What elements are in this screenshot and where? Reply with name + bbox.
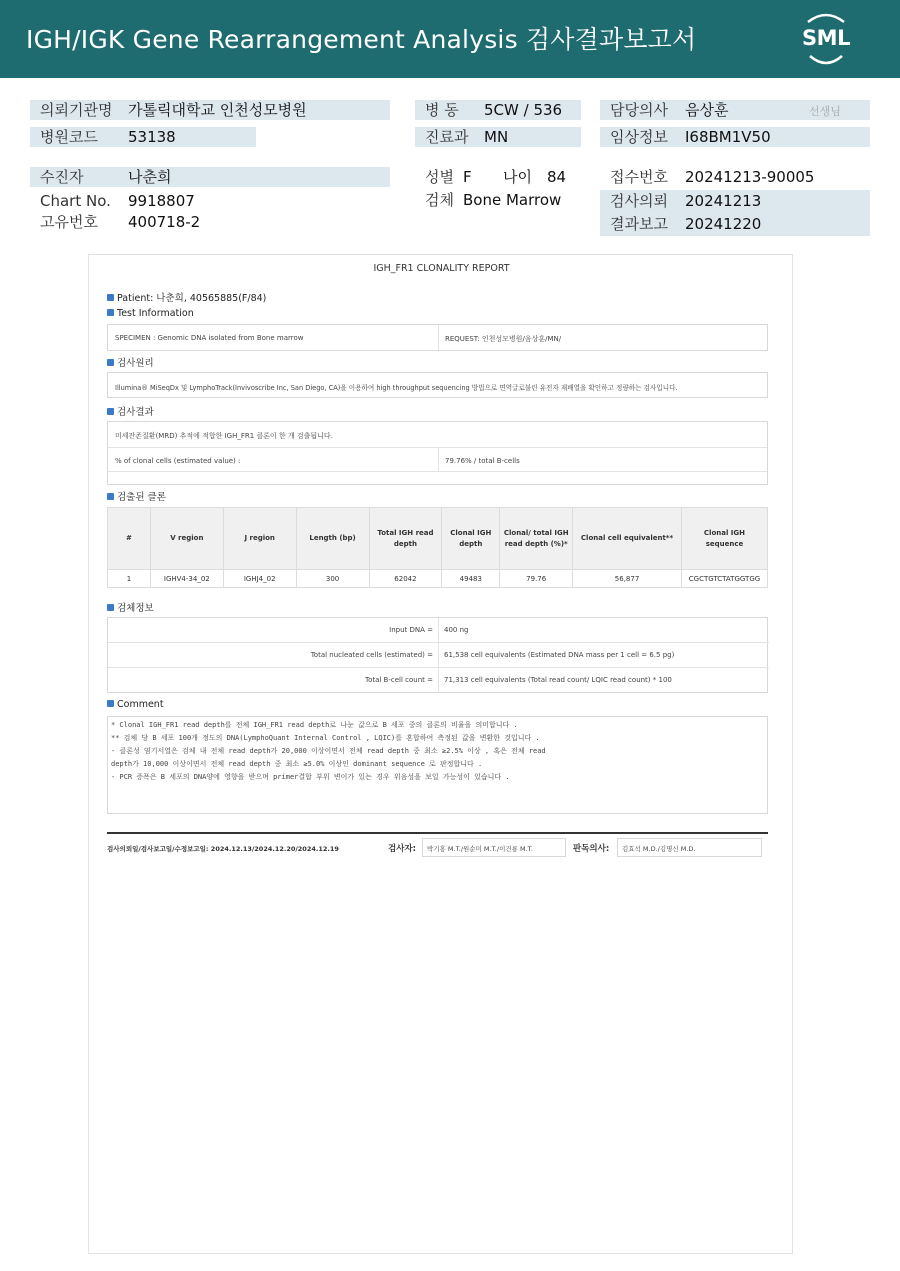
unique-value: 400718-2 (128, 213, 201, 231)
sex-age-row (415, 167, 581, 187)
table-cell: 1 (108, 570, 151, 588)
accession-label: 접수번호 (610, 168, 668, 186)
doctor-label: 담당의사 (610, 101, 668, 119)
specimen-info-heading (107, 600, 154, 614)
hospital-code-row (30, 127, 256, 147)
institution-label: 의뢰기관명 (40, 101, 113, 119)
specimen-info-label: Input DNA = (389, 626, 433, 634)
clonal-label: % of clonal cells (estimated value) : (115, 457, 241, 465)
clones-heading-text: 검출된 클론 (117, 492, 166, 503)
request-label: 검사의뢰 (610, 192, 668, 210)
comment-line: - 클론성 염기서열은 검체 내 전체 read depth가 20,000 이상이면서 전체 read depth 중 최소 ≥2.5% 이상 , 혹은 전체 read (111, 747, 546, 755)
hospital-code-value: 53138 (128, 128, 176, 146)
logo-text: SML (802, 26, 850, 50)
bullet-icon (107, 359, 114, 366)
request-value: 20241213 (685, 192, 762, 210)
test-info-box (107, 324, 768, 351)
principle-text: Illumina® MiSeqDx 및 LymphoTrack(Invivoscribe Inc, San Diego, CA)을 이용하여 high throughput sequencing 방법으로 면역글로불린 유전자 재배열을 확인하고 정량하는 검사입니다. (115, 384, 678, 392)
reader-value: 김효석 M.D./김명신 M.D. (617, 838, 762, 857)
patient-value: 나춘희 (128, 168, 172, 186)
specimen-info-label: Total nucleated cells (estimated) = (310, 651, 433, 659)
col-header: Total IGH read depth (369, 508, 442, 570)
chart-row (30, 191, 390, 211)
result-heading (107, 404, 154, 418)
sex-label: 성별 (425, 168, 454, 186)
table-cell: CGCTGTCTATGGTGG (681, 570, 767, 588)
specimen-info-row (108, 668, 769, 693)
specimen-info-value: 400 ng (444, 626, 469, 634)
report-title: IGH_FR1 CLONALITY REPORT (373, 263, 510, 274)
bullet-icon (107, 294, 114, 301)
clinical-row (600, 127, 870, 147)
clones-heading (107, 489, 166, 503)
patient-label: 수진자 (40, 168, 84, 186)
unique-label: 고유번호 (40, 213, 98, 231)
bullet-icon (107, 408, 114, 415)
age-label: 나이 (503, 168, 532, 186)
specimen-info-value: 71,313 cell equivalents (Total read count/ LQIC read count) * 100 (444, 676, 672, 684)
col-header: Clonal cell equivalent** (573, 508, 682, 570)
specimen-info-row (108, 643, 769, 668)
specimen-text: SPECIMEN : Genomic DNA isolated from Bone marrow (115, 334, 304, 342)
patient-line-text: Patient: 나춘희, 40565885(F/84) (117, 293, 267, 304)
sml-logo (796, 12, 856, 66)
report-date-row (600, 213, 870, 236)
comment-box (107, 716, 768, 814)
unique-row (30, 212, 390, 232)
col-header: Clonal IGH depth (442, 508, 500, 570)
table-cell: IGHV4-34_02 (150, 570, 223, 588)
bullet-icon (107, 700, 114, 707)
doctor-suffix: 선생님 (809, 105, 841, 118)
table-cell: 300 (296, 570, 369, 588)
table-cell: 56,877 (573, 570, 682, 588)
report-dates: 검사의뢰일/검사보고일/수정보고일: 2024.12.13/2024.12.20/2024.12.19 (107, 845, 339, 853)
test-info-heading (107, 308, 194, 319)
result-box (107, 421, 768, 485)
page-title: IGH/IGK Gene Rearrangement Analysis 검사결과보고서 (26, 25, 697, 54)
specimen-info-value: 61,538 cell equivalents (Estimated DNA mass per 1 cell = 6.5 pg) (444, 651, 675, 659)
request-text: REQUEST: 인천성모병원/음상훈/MN/ (445, 335, 562, 343)
table-cell: 79.76 (500, 570, 573, 588)
chart-value: 9918807 (128, 192, 195, 210)
department-value: MN (484, 128, 509, 146)
tester-value: 박기홍 M.T./원순미 M.T./이건룡 M.T. (422, 838, 566, 857)
specimen-value: Bone Marrow (463, 191, 562, 209)
doctor-value: 음상훈 (685, 101, 729, 119)
table-cell: 49483 (442, 570, 500, 588)
accession-value: 20241213-90005 (685, 168, 815, 186)
specimen-label: 검체 (425, 191, 454, 209)
table-cell: IGHJ4_02 (223, 570, 296, 588)
clinical-value: I68BM1V50 (685, 128, 771, 146)
ward-row (415, 100, 581, 120)
comment-line: * Clonal IGH_FR1 read depth를 전체 IGH_FR1 read depth로 나눈 값으로 B 세포 중의 클론의 비율을 의미합니다 . (111, 721, 518, 729)
signature-divider (107, 832, 768, 834)
comment-line: ** 검체 당 B 세포 100개 정도의 DNA(LymphoQuant Internal Control , LQIC)를 혼합하여 측정된 값을 변환한 것입니다 . (111, 734, 540, 742)
test-info-heading-text: Test Information (117, 308, 194, 319)
ward-label: 병 동 (425, 101, 459, 119)
divider (438, 325, 439, 350)
comment-heading-text: Comment (117, 699, 164, 710)
col-header: J region (223, 508, 296, 570)
specimen-info-row (108, 618, 769, 643)
header-bar (0, 0, 900, 78)
table-cell: 62042 (369, 570, 442, 588)
reader-label: 판독의사: (573, 844, 610, 854)
department-label: 진료과 (425, 128, 469, 146)
col-header: Clonal IGH sequence (681, 508, 767, 570)
table-header-row (108, 508, 768, 570)
chart-label: Chart No. (40, 192, 111, 210)
request-row (600, 190, 870, 213)
bullet-icon (107, 604, 114, 611)
table-row (108, 570, 768, 588)
specimen-info-label: Total B-cell count = (364, 676, 433, 684)
age-value: 84 (547, 168, 567, 186)
patient-row (30, 167, 390, 187)
institution-row (30, 100, 390, 120)
specimen-info-heading-text: 검체정보 (117, 603, 154, 614)
col-header: Length (bp) (296, 508, 369, 570)
report-date-value: 20241220 (685, 215, 762, 233)
specimen-info-box (107, 617, 768, 693)
comment-heading (107, 699, 164, 710)
hospital-code-label: 병원코드 (40, 128, 98, 146)
col-header: # (108, 508, 151, 570)
clonal-value: 79.76% / total B-cells (445, 457, 520, 465)
principle-box (107, 372, 768, 398)
doctor-row (600, 100, 870, 120)
sex-value: F (463, 168, 472, 186)
col-header: V region (150, 508, 223, 570)
divider (108, 471, 767, 472)
report-date-label: 결과보고 (610, 215, 668, 233)
comment-line: - PCR 증폭은 B 세포의 DNA양에 영향을 받으며 primer결합 부위 변이가 있는 경우 위음성을 보일 가능성이 있습니다 . (111, 773, 510, 781)
principle-heading-text: 검사원리 (117, 358, 154, 369)
principle-heading (107, 355, 154, 369)
clonality-report (88, 254, 793, 1254)
clinical-label: 임상정보 (610, 128, 668, 146)
ward-value: 5CW / 536 (484, 101, 563, 119)
patient-line (107, 290, 266, 304)
tester-label: 검사자: (388, 844, 417, 854)
institution-value: 가톨릭대학교 인천성모병원 (128, 101, 307, 119)
bullet-icon (107, 309, 114, 316)
department-row (415, 127, 581, 147)
clones-table (107, 507, 768, 588)
col-header: Clonal/ total IGH read depth (%)* (500, 508, 573, 570)
result-heading-text: 검사결과 (117, 407, 154, 418)
result-text: 미세잔존질환(MRD) 추적에 적합한 IGH_FR1 클론이 한 개 검출됩니다. (115, 432, 333, 440)
bullet-icon (107, 493, 114, 500)
specimen-row (415, 190, 581, 210)
divider (438, 447, 439, 471)
comment-line: depth가 10,000 이상이면서 전체 read depth 중 최소 ≥5.0% 이상인 dominant sequence 로 판정합니다 . (111, 760, 483, 768)
accession-row (600, 167, 870, 187)
